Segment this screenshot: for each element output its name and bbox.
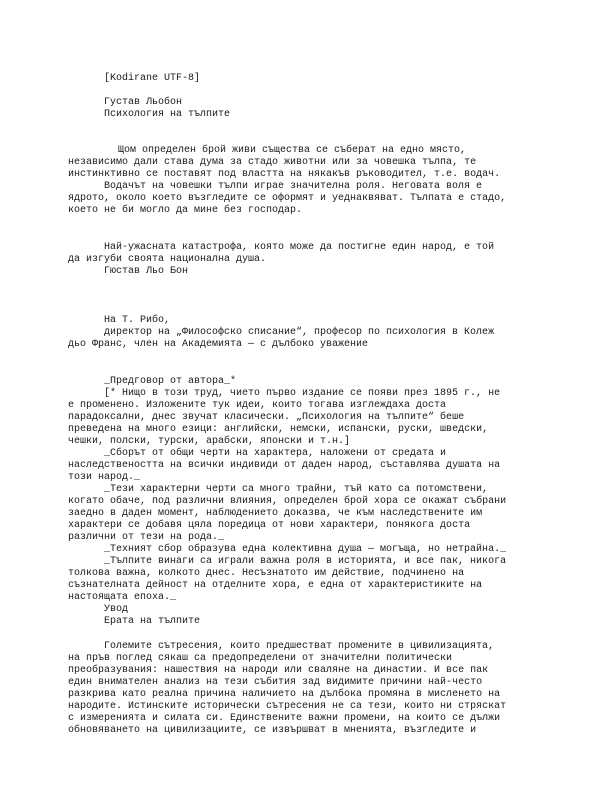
preface-line: характери се добавя цяла поредица от нови характери, понякога доста: [68, 520, 471, 531]
preface-line: наследствеността на всички индивиди от даден народ, съставлява душата на: [68, 460, 501, 471]
preface-line: чешки, полски, турски, арабски, японски и т.н.]: [68, 436, 351, 447]
preface-line: когато обаче, под различни влияния, определен брой хора се окажат събрани: [68, 496, 507, 507]
preface-line: _Сборът от общи черти на характера, наложени от средата и: [104, 448, 447, 459]
dedication-line: директор на „Философско списание“, професор по психология в Колеж: [104, 327, 495, 338]
introduction-line: разкрива като реална причина наличието на дълбока промяна в мисленето на: [68, 689, 501, 700]
introduction-line: преобразувания: нашествия на народи или сваляне на династии. И все пак: [68, 665, 489, 676]
epigraph-attribution: Гюстав Льо Бон: [104, 266, 189, 277]
preface-line: парадоксални, днес звучат класически. „Психология на тълпите“ беше: [68, 412, 465, 423]
intro-line: Щом определен брой живи същества се съберат на едно място,: [118, 145, 467, 156]
preface-line: различни от тези на рода._: [68, 532, 225, 543]
introduction-line: с измеренията и силата си. Единствените важни промени, на които се дължи: [68, 713, 501, 724]
dedication-line: дьо Франс, член на Академията — с дълбоко уважение: [68, 339, 369, 350]
introduction-label: Увод: [104, 604, 129, 615]
preface-line: _Тълпите винаги са играли важна роля в историята, и все пак, никога: [104, 556, 507, 567]
preface-line: този народ._: [68, 472, 141, 483]
intro-line: инстинктивно се поставят под властта на някакъв ръководител, т.е. водач.: [68, 169, 501, 180]
introduction-line: един внимателен анализ на тези събития зад видимите причини най-често: [68, 677, 483, 688]
encoding-note: [Kodirane UTF-8]: [104, 73, 201, 84]
epigraph-line: Най-ужасната катастрофа, която може да постигне един народ, е той: [104, 242, 495, 253]
dedication-line: На Т. Рибо,: [104, 315, 171, 326]
preface-heading: _Предговор от автора_*: [104, 376, 237, 387]
preface-line: [* Нищо в този труд, чието първо издание се появи през 1895 г., не: [104, 388, 501, 399]
preface-line: заедно в даден момент, наблюдението доказва, че към наследствените им: [68, 508, 483, 519]
preface-line: толкова важна, колкото днес. Несъзнатото им действие, подчинено на: [68, 568, 465, 579]
preface-line: _Тези характерни черти са много трайни, тъй като са потомствени,: [104, 484, 489, 495]
introduction-line: на пръв поглед сякаш са предопределени от значителни политически: [68, 653, 453, 664]
preface-line: настоящата епоха._: [68, 592, 177, 603]
book-title: Психология на тълпите: [104, 109, 231, 120]
introduction-line: народите. Истинските исторически сътресения не са тези, които ни стряскат: [68, 701, 507, 712]
author-name: Густав Льобон: [104, 97, 183, 108]
preface-line: преведена на много езици: английски, немски, испански, руски, шведски,: [68, 424, 489, 435]
intro-line: което не би могло да мине без господар.: [68, 205, 303, 216]
preface-line: съзнателната дейност на отделните хора, е една от характеристиките на: [68, 580, 483, 591]
preface-line: _Техният сбор образува една колективна душа — могъща, но нетрайна._: [104, 544, 507, 555]
introduction-title: Ерата на тълпите: [104, 616, 201, 627]
introduction-line: Големите сътресения, които предшестват промените в цивилизацията,: [104, 641, 495, 652]
preface-line: е променено. Изложените тук идеи, които тогава изглеждаха доста: [68, 400, 447, 411]
intro-line: Водачът на човешки тълпи играе значителна роля. Неговата воля е: [104, 181, 483, 192]
intro-line: ядрото, около което възгледите се оформят и уеднаквяват. Тълпата е стадо,: [68, 193, 507, 204]
intro-line: независимо дали става дума за стадо животни или за човешка тълпа, те: [68, 157, 477, 168]
introduction-line: обновяването на цивилизациите, се извършват в мненията, възгледите и: [68, 725, 477, 736]
epigraph-line: да изгуби своята национална душа.: [68, 254, 267, 265]
